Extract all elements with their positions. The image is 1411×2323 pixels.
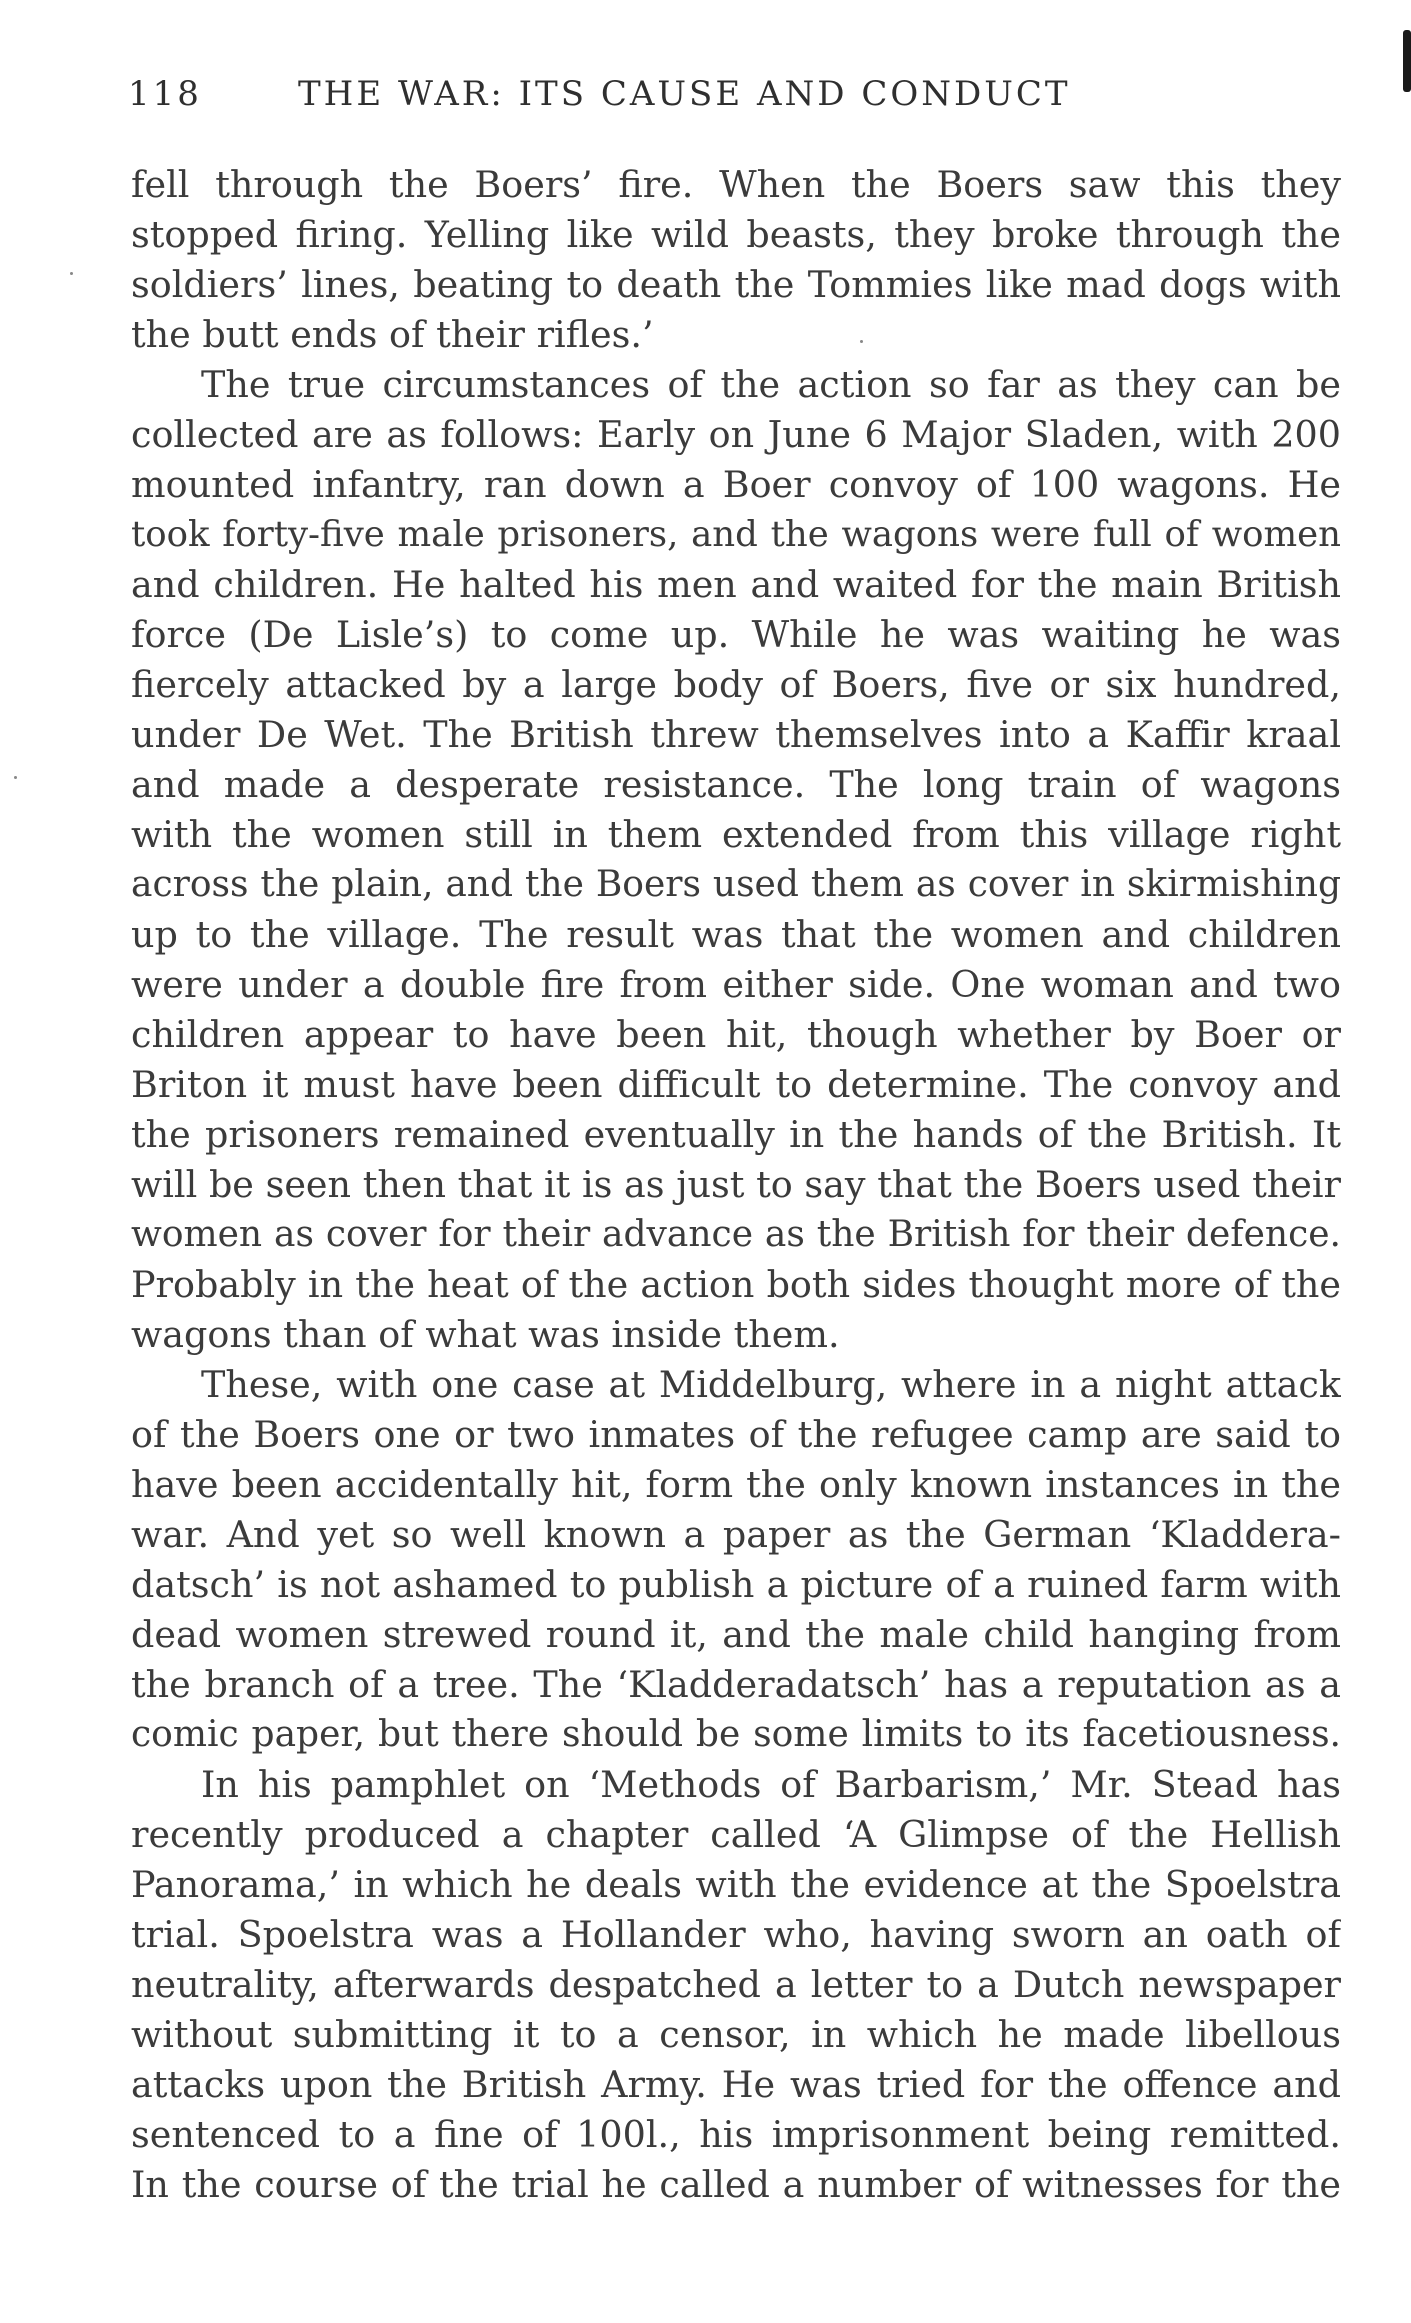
text-line: the prisoners remained eventually in the hands of the British. It [131, 1113, 1341, 1156]
text-line: and made a desperate resistance. The long train of wagons [131, 763, 1341, 806]
text-line: the butt ends of their rifles.’ [131, 313, 654, 356]
paper-speck [70, 272, 73, 275]
text-line: across the plain, and the Boers used them as cover in skirmishing [131, 864, 1341, 905]
text-line: dead women strewed round it, and the male child hanging from [131, 1613, 1341, 1656]
text-line: sentenced to a fine of 100l., his imprisonment being remitted. [131, 2113, 1341, 2156]
text-line: took forty-five male prisoners, and the wagons were full of women [131, 514, 1341, 555]
running-head [128, 74, 1158, 130]
text-line: The true circumstances of the action so far as they can be [201, 363, 1341, 406]
margin-mark [1403, 30, 1411, 92]
text-line: mounted infantry, ran down a Boer convoy of 100 wagons. He [131, 463, 1341, 506]
text-line: Panorama,’ in which he deals with the evidence at the Spoelstra [131, 1863, 1341, 1906]
text-line: collected are as follows: Early on June 6 Major Sladen, with 200 [131, 413, 1341, 456]
text-line: the branch of a tree. The ‘Kladderadatsch’ has a reputation as a [131, 1663, 1341, 1706]
text-line: recently produced a chapter called ‘A Glimpse of the Hellish [131, 1813, 1341, 1856]
text-line: force (De Lisle’s) to come up. While he was waiting he was [131, 613, 1341, 656]
body-text [131, 160, 1341, 2210]
text-line: will be seen then that it is as just to say that the Boers used their [131, 1163, 1341, 1206]
page-number: 118 [128, 74, 202, 114]
text-line: stopped firing. Yelling like wild beasts, they broke through the [131, 213, 1341, 256]
text-line: attacks upon the British Army. He was tried for the offence and [131, 2063, 1341, 2106]
text-line: under De Wet. The British threw themselves into a Kaffir kraal [131, 713, 1341, 756]
text-line: of the Boers one or two inmates of the refugee camp are said to [131, 1413, 1341, 1456]
text-line: up to the village. The result was that the women and children [131, 913, 1341, 956]
text-line: were under a double fire from either side. One woman and two [131, 963, 1341, 1006]
text-line: soldiers’ lines, beating to death the Tommies like mad dogs with [131, 263, 1341, 306]
text-line: have been accidentally hit, form the only known instances in the [131, 1463, 1341, 1506]
text-line: comic paper, but there should be some limits to its facetiousness. [131, 1714, 1341, 1755]
text-line: fell through the Boers’ fire. When the Boers saw this they [131, 163, 1341, 206]
text-line: war. And yet so well known a paper as the German ‘Kladdera- [131, 1513, 1341, 1556]
text-line: wagons than of what was inside them. [131, 1313, 840, 1356]
text-line: fiercely attacked by a large body of Boers, five or six hundred, [131, 663, 1341, 706]
text-line: datsch’ is not ashamed to publish a picture of a ruined farm with [131, 1563, 1341, 1606]
text-line: In the course of the trial he called a number of witnesses for the [131, 2163, 1341, 2206]
running-head-title: THE WAR: ITS CAUSE AND CONDUCT [298, 74, 1071, 114]
text-line: These, with one case at Middelburg, where in a night attack [201, 1363, 1341, 1406]
text-line: Probably in the heat of the action both sides thought more of the [131, 1263, 1341, 1306]
text-line: and children. He halted his men and waited for the main British [131, 563, 1341, 606]
text-line: without submitting it to a censor, in which he made libellous [131, 2013, 1341, 2056]
text-line: In his pamphlet on ‘Methods of Barbarism,’ Mr. Stead has [201, 1763, 1341, 1806]
paper-speck [14, 776, 17, 779]
text-line: children appear to have been hit, though whether by Boer or [131, 1013, 1341, 1056]
text-line: with the women still in them extended from this village right [131, 813, 1341, 856]
text-line: neutrality, afterwards despatched a letter to a Dutch newspaper [131, 1963, 1341, 2006]
text-line: women as cover for their advance as the British for their defence. [131, 1214, 1341, 1255]
text-line: trial. Spoelstra was a Hollander who, having sworn an oath of [131, 1913, 1341, 1956]
text-line: Briton it must have been difficult to determine. The convoy and [131, 1063, 1341, 1106]
